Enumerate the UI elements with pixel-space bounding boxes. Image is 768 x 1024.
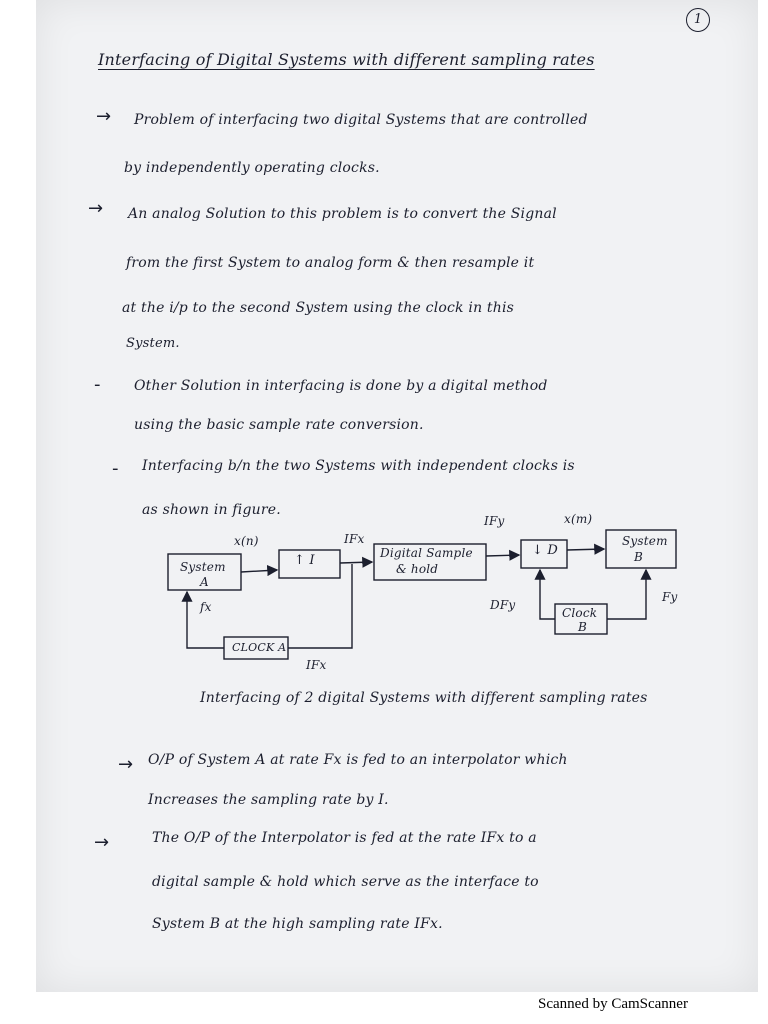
dash-bullet: - bbox=[112, 458, 119, 479]
system-a-label: System bbox=[180, 560, 226, 574]
text-line: digital sample & hold which serve as the interface to bbox=[152, 874, 539, 890]
signal-arrow bbox=[241, 570, 277, 572]
scanner-watermark: Scanned by CamScanner bbox=[538, 996, 688, 1012]
ifx-label: IFx bbox=[344, 532, 365, 546]
ify-label: IFy bbox=[484, 514, 505, 528]
page-title: Interfacing of Digital Systems with different sampling rates bbox=[98, 50, 595, 69]
signal-arrow bbox=[567, 549, 604, 550]
signal-arrow bbox=[340, 562, 372, 563]
text-line: Increases the sampling rate by I. bbox=[148, 792, 389, 808]
clock-a-to-hold bbox=[288, 564, 352, 648]
dash-bullet: - bbox=[94, 374, 101, 395]
text-line: An analog Solution to this problem is to convert the Signal bbox=[128, 206, 557, 222]
text-line: as shown in figure. bbox=[142, 502, 281, 518]
text-line: System. bbox=[126, 336, 180, 351]
arrow-bullet: → bbox=[118, 754, 134, 775]
signal-arrow bbox=[486, 555, 519, 556]
text-line: The O/P of the Interpolator is fed at the rate IFx to a bbox=[152, 830, 537, 846]
clock-a-label: CLOCK A bbox=[232, 641, 287, 654]
text-line: O/P of System A at rate Fx is fed to an interpolator which bbox=[148, 752, 568, 768]
dfy-label: DFy bbox=[490, 598, 516, 612]
arrow-bullet: → bbox=[88, 198, 104, 219]
interpolator-label: ↑ I bbox=[294, 553, 315, 568]
xn-label: x(n) bbox=[234, 534, 259, 548]
clock-b-to-system-b bbox=[607, 570, 646, 619]
system-b-label: B bbox=[634, 550, 644, 564]
figure-caption: Interfacing of 2 digital Systems with different sampling rates bbox=[200, 690, 648, 706]
clock-b-label: B bbox=[578, 620, 588, 634]
system-b-label: System bbox=[622, 534, 668, 548]
text-line: from the first System to analog form & then resample it bbox=[126, 255, 535, 271]
page-number: 1 bbox=[686, 8, 710, 32]
ifx-bottom-label: IFx bbox=[306, 658, 327, 672]
text-line: using the basic sample rate conversion. bbox=[134, 417, 424, 433]
arrow-bullet: → bbox=[96, 106, 112, 127]
xm-label: x(m) bbox=[564, 512, 593, 526]
fx-label: fx bbox=[200, 600, 212, 614]
sample-hold-label: Digital Sample bbox=[380, 546, 473, 560]
text-line: Other Solution in interfacing is done by a digital method bbox=[134, 378, 548, 394]
decimator-label: ↓ D bbox=[532, 543, 559, 558]
sample-hold-label: & hold bbox=[396, 562, 439, 576]
text-line: Interfacing b/n the two Systems with independent clocks is bbox=[142, 458, 575, 474]
text-line: by independently operating clocks. bbox=[124, 160, 380, 176]
clock-b-label: Clock bbox=[562, 606, 598, 620]
text-line: System B at the high sampling rate IFx. bbox=[152, 916, 443, 932]
clock-b-to-decimator bbox=[540, 570, 555, 619]
system-a-label: A bbox=[200, 575, 209, 589]
text-line: at the i/p to the second System using the clock in this bbox=[122, 300, 515, 316]
fy-label: Fy bbox=[662, 590, 678, 604]
text-line: Problem of interfacing two digital Systems that are controlled bbox=[134, 112, 588, 128]
arrow-bullet: → bbox=[94, 832, 110, 853]
